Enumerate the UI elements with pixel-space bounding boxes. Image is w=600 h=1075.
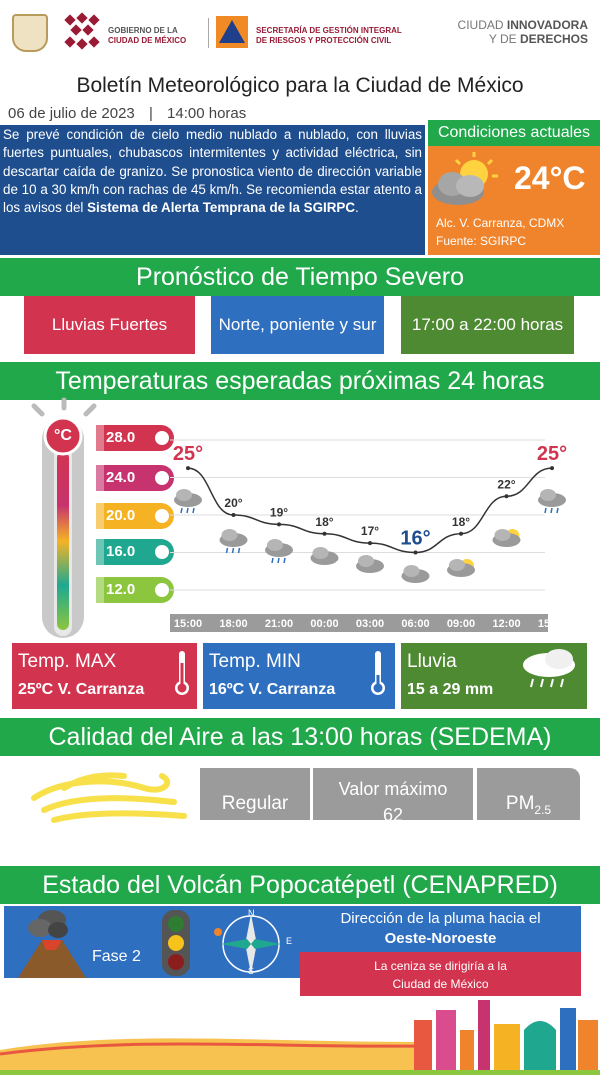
- min-temp-title: Temp. MIN: [209, 651, 301, 672]
- time-label-2: 21:00: [264, 618, 294, 630]
- temp-point-0: [186, 466, 190, 470]
- time-label-3: 00:00: [310, 618, 339, 630]
- weather-icon-0: [174, 489, 202, 513]
- temp-point-2: [277, 522, 281, 526]
- forecast-alert-system: Sistema de Alerta Temprana de la SGIRPC: [87, 200, 356, 216]
- temp-point-4: [368, 541, 372, 545]
- temp-label-2: 19°: [269, 505, 289, 520]
- current-conditions-title: Condiciones actuales: [428, 120, 600, 146]
- temp-point-6: [459, 532, 463, 536]
- rain-title: Lluvia: [407, 651, 457, 672]
- city-slogan-line-2: Y DE DERECHOS: [488, 32, 588, 46]
- temp-label-8: 25°: [536, 443, 568, 466]
- ash-line-1: La ceniza se dirigiría a la: [374, 959, 507, 973]
- wind-icon: [24, 768, 194, 828]
- current-location: Alc. V. Carranza, CDMX: [436, 216, 565, 230]
- air-pollutant: PM: [505, 793, 535, 814]
- temperature-chart: [170, 400, 568, 638]
- scale-pill-16: 16.0: [96, 539, 174, 565]
- air-max-value-box: [313, 768, 473, 825]
- temp-point-5: [414, 551, 418, 555]
- temp-point-1: [232, 513, 236, 517]
- severe-type-box: Lluvias Fuertes: [24, 296, 195, 354]
- sec-line-2: DE RIESGOS Y PROTECCIÓN CIVIL: [256, 36, 392, 45]
- severe-time-box: 17:00 a 22:00 horas: [401, 296, 574, 354]
- current-temperature: 24°C: [514, 160, 586, 196]
- volcano-phase: Fase 2: [92, 948, 141, 965]
- bulletin-title: Boletín Meteorológico para la Ciudad de México: [76, 74, 524, 97]
- temp-label-3: 18°: [315, 514, 334, 529]
- date-separator: |: [148, 105, 153, 122]
- plume-direction: Oeste-Noroeste: [384, 930, 497, 947]
- max-temp-title: Temp. MAX: [18, 651, 117, 672]
- traffic-light-icon: [156, 908, 196, 978]
- bulletin-date-row: [8, 105, 246, 122]
- temperatures-title: Temperaturas esperadas próximas 24 horas: [0, 362, 600, 400]
- thermometer-unit: °C: [54, 427, 72, 444]
- volcano-title: Estado del Volcán Popocatépetl (CENAPRED): [0, 866, 600, 904]
- gov-line-1: GOBIERNO DE LA: [108, 26, 178, 35]
- max-temp-card: [12, 643, 197, 709]
- min-temp-value: 16ºC V. Carranza: [209, 681, 336, 698]
- scale-pill-20: 20.0: [96, 503, 174, 529]
- ash-line-2: Ciudad de México: [392, 977, 489, 991]
- rain-card: [401, 643, 587, 709]
- rain-value: 15 a 29 mm: [407, 681, 494, 698]
- header-divider: [208, 18, 209, 48]
- plume-label: Dirección de la pluma hacia el: [340, 910, 541, 927]
- coat-of-arms-logo: [12, 14, 48, 52]
- weather-icon-2: [265, 539, 293, 563]
- compass-east: E: [286, 936, 293, 946]
- severe-region-box: Norte, poniente y sur: [211, 296, 384, 354]
- partly-cloudy-icon: [428, 148, 508, 212]
- city-skyline-illustration: [0, 990, 600, 1075]
- air-max-label: Valor máximo: [338, 779, 448, 799]
- city-slogan-line-1: CIUDAD INNOVADORA: [457, 18, 588, 32]
- gov-line-2: CIUDAD DE MÉXICO: [108, 36, 187, 45]
- header: [0, 0, 600, 62]
- sgirpc-logo-icon: [216, 16, 248, 48]
- time-label-0: 15:00: [173, 618, 203, 630]
- temp-label-1: 20°: [224, 496, 243, 510]
- time-label-6: 09:00: [446, 618, 476, 630]
- severe-weather-title: Pronóstico de Tiempo Severo: [0, 258, 600, 296]
- weather-icon-1: [220, 529, 248, 553]
- temp-point-7: [505, 494, 509, 498]
- scale-pill-24: 24.0: [96, 465, 174, 491]
- time-label-8: 15:00: [537, 618, 567, 630]
- time-label-4: 03:00: [355, 618, 385, 630]
- compass-south: S: [248, 966, 255, 976]
- cold-thermometer-icon: [369, 649, 387, 697]
- forecast-text-box: Se prevé condición de cielo medio nublado a nublado, con lluvias fuertes puntuales, chubascos intermitentes y actividad eléctrica, sin descartar caída de granizo. Se pronostica viento de dirección variable de 10 a 30 km/h con rachas de 45 km/h. Se recomienda estar atento a los avisos del Sistema de Alerta Temprana de la SGIRPC.: [0, 125, 425, 255]
- max-temp-value: 25ºC V. Carranza: [18, 681, 145, 698]
- temp-label-7: 22°: [497, 477, 516, 492]
- air-max-value: 62: [382, 805, 404, 825]
- temp-label-4: 17°: [360, 524, 380, 539]
- compass-north: N: [248, 908, 255, 918]
- temp-label-6: 18°: [451, 514, 471, 529]
- sec-line-1: SECRETARÍA DE GESTIÓN INTEGRAL: [256, 26, 402, 35]
- rain-cloud-icon: [519, 647, 581, 693]
- temp-point-8: [550, 466, 554, 470]
- time-label-7: 12:00: [492, 618, 521, 630]
- air-pollutant-box: $PM_{2.5}$: [477, 768, 580, 820]
- temp-point-3: [323, 532, 327, 536]
- current-conditions-panel: [428, 120, 600, 255]
- air-quality-title: Calidad del Aire a las 13:00 horas (SEDEMA): [0, 718, 600, 756]
- current-source: Fuente: SGIRPC: [436, 234, 527, 248]
- time-label-5: 06:00: [401, 618, 430, 630]
- forecast-text: Se prevé condición de cielo medio nublado a nublado, con lluvias fuertes puntuales, chubascos intermitentes y actividad eléctrica, sin descartar caída de granizo. Se pronostica viento de dirección variable de 10 a 30 km/h con rachas de 45 km/h. Se recomienda estar atento a los avisos del: [3, 127, 422, 216]
- hot-thermometer-icon: [173, 649, 191, 697]
- volcano-icon: [10, 908, 90, 980]
- scale-pill-28: 28.0: [96, 425, 174, 451]
- weather-icon-5: [402, 565, 430, 583]
- weather-icon-7: [493, 529, 521, 547]
- plume-direction-box: [300, 906, 581, 952]
- scale-pill-12: 12.0: [96, 577, 174, 603]
- min-temp-card: [203, 643, 395, 709]
- temp-label-5: 16°: [400, 527, 431, 550]
- weather-icon-6: [447, 559, 475, 577]
- time-label-1: 18:00: [219, 618, 248, 630]
- bulletin-time: 14:00 horas: [167, 105, 247, 122]
- cdmx-logo-icon: [62, 12, 102, 54]
- bulletin-date: 06 de julio de 2023: [8, 105, 135, 122]
- air-quality-status: Regular: [200, 768, 310, 820]
- weather-icon-8: [538, 489, 566, 513]
- temp-label-0: 25°: [172, 443, 204, 466]
- weather-icon-3: [311, 547, 339, 565]
- weather-icon-4: [356, 555, 384, 573]
